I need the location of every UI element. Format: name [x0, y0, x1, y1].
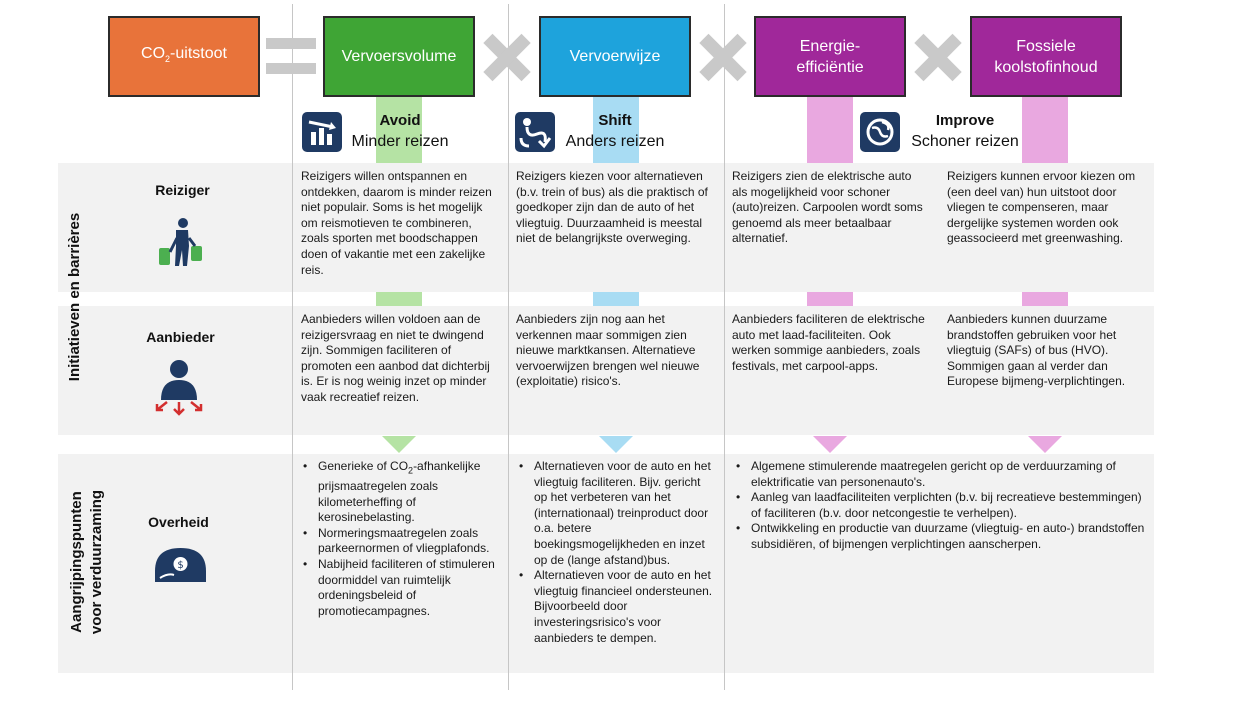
list-item: • Alternatieven voor de auto en het vliegtuig faciliteren. Bijv. gericht op het verbeteren van het (internationaal) treinproduct door o.a. betere boekingsmogelijkheden en inzet op de (lange afstand)bus.	[534, 459, 714, 568]
list-item: • Algemene stimulerende maatregelen gericht op de verduurzaming of elektrificatie van personenauto's.	[751, 459, 1145, 490]
cell-reiziger-improve-1: Reizigers zien de elektrische auto als mogelijkheid voor schoner (auto)reizen. Carpoolen wordt soms genoemd als meer betaalbaar alternatief.	[732, 169, 923, 246]
eco-globe-icon	[860, 112, 900, 152]
cell-reiziger-improve-2: Reizigers kunnen ervoor kiezen om (een deel van) hun uitstoot door vliegen te compenseren, maar dergelijke systemen worden ook geassocieerd met greenwashing.	[947, 169, 1136, 246]
list-item: • Aanleg van laadfaciliteiten verplichten (b.v. bij recreatieve bestemmingen) of faciliteren (b.v. door netcongestie te verhelpen).	[751, 490, 1145, 521]
row-label-reiziger: Reiziger	[155, 182, 210, 198]
strip-shift	[593, 292, 639, 306]
bar-chart-down-icon	[302, 112, 342, 152]
divider-line	[508, 4, 509, 690]
overheid-avoid-list	[302, 459, 500, 619]
arrow-down-shift	[599, 436, 633, 453]
strip-improve-2	[1022, 97, 1068, 163]
strip-improve-2	[1022, 292, 1068, 306]
shift-subtitle: Anders reizen	[565, 133, 665, 150]
list-item: • Alternatieven voor de auto en het vliegtuig financieel ondersteunen. Bijvoorbeeld door investeringsrisico's voor aanbieders te dempen.	[534, 568, 714, 646]
row-label-aanbieder: Aanbieder	[146, 329, 215, 345]
arrow-down-improve	[1028, 436, 1062, 453]
box-vervoerwijze: Vervoerwijze	[539, 16, 691, 97]
box-energie-efficientie: Energie- efficiëntie	[754, 16, 906, 97]
side-label-aangrijpingspunten: Aangrijpingspunten voor verduurzaming	[68, 489, 105, 635]
list-item: • Nabijheid faciliteren of stimuleren doormiddel van ruimtelijk ordeningsbeleid of promotiecampagnes.	[318, 557, 500, 619]
route-change-icon	[515, 112, 555, 152]
list-item: • Normeringsmaatregelen zoals parkeernormen of vliegplafonds.	[318, 526, 500, 557]
svg-text:$: $	[177, 560, 184, 571]
side-label-initiatieven: Initiatieven en barrières	[66, 212, 83, 382]
avoid-title: Avoid	[379, 112, 421, 129]
improve-subtitle: Schoner reizen	[911, 133, 1019, 150]
strip-avoid	[376, 292, 422, 306]
cell-aanbieder-avoid: Aanbieders willen voldoen aan de reizigersvraag en niet te dwingend zijn. Sommigen faciliteren of promoten een aanbod dat dichterbij is. Er is nog weinig inzet op minder vaak recreatief reizen.	[301, 312, 490, 404]
overheid-shift-list	[518, 459, 714, 646]
equals-sign-icon	[266, 38, 316, 78]
strip-avoid	[376, 97, 422, 163]
traveler-with-luggage-icon	[157, 216, 205, 268]
cell-aanbieder-improve-2: Aanbieders kunnen duurzame brandstoffen gebruiken voor het vliegtuig (SAFs) of bus (HVO). Sommigen gaan al verder dan Europese bijmeng-verplichtingen.	[947, 312, 1126, 389]
strip-shift	[593, 97, 639, 163]
multiply-sign-icon	[916, 35, 960, 79]
shift-title: Shift	[598, 112, 632, 129]
row-label-overheid: Overheid	[148, 514, 209, 530]
cell-reiziger-avoid: Reizigers willen ontspannen en ontdekken, daarom is minder reizen niet populair. Soms is het mogelijk om reismotieven te combineren, zoals sporten met boodschappen doen of vakantie met een zakelijke reis.	[301, 169, 492, 277]
arrow-down-avoid	[382, 436, 416, 453]
overheid-improve-list	[735, 459, 1145, 553]
list-item: • Generieke of $CO_2$-afhankelijke prijsmaatregelen zoals kilometerheffing of kerosinebelasting.	[318, 459, 500, 526]
improve-title: Improve	[935, 112, 995, 129]
divider-line	[724, 4, 725, 690]
cell-aanbieder-shift: Aanbieders zijn nog aan het verkennen maar sommigen zien nieuwe marktkansen. Alternatieve vervoerwijzen brengen wel nieuwe (exploitatie) risico's.	[516, 312, 700, 389]
avoid-subtitle: Minder reizen	[351, 133, 449, 150]
box-co2-uitstoot: $CO_2$-uitstoot	[108, 16, 260, 97]
divider-line	[292, 4, 293, 690]
strip-improve-1	[807, 292, 853, 306]
government-money-icon	[154, 545, 207, 583]
arrow-down-improve	[813, 436, 847, 453]
cell-aanbieder-improve-1: Aanbieders faciliteren de elektrische auto met laad-faciliteiten. Ook werken sommige aanbieders, zoals festivals, met carpool-apps.	[732, 312, 925, 373]
box-vervoersvolume: Vervoersvolume	[323, 16, 475, 97]
provider-person-icon	[153, 358, 205, 418]
cell-reiziger-shift: Reizigers kiezen voor alternatieven (b.v. trein of bus) als die praktisch of goedkoper zijn dan de auto of het vliegtuig. Duurzaamheid is meestal niet de belangrijkste overweging.	[516, 169, 708, 246]
multiply-sign-icon	[485, 35, 529, 79]
list-item: • Ontwikkeling en productie van duurzame (vliegtuig- en auto-) brandstoffen subsidiëren, of bijmengen verplichtingen aanscherpen.	[751, 521, 1145, 552]
strip-improve-1	[807, 97, 853, 163]
multiply-sign-icon	[701, 35, 745, 79]
box-fossiele-koolstofinhoud: Fossiele koolstofinhoud	[970, 16, 1122, 97]
